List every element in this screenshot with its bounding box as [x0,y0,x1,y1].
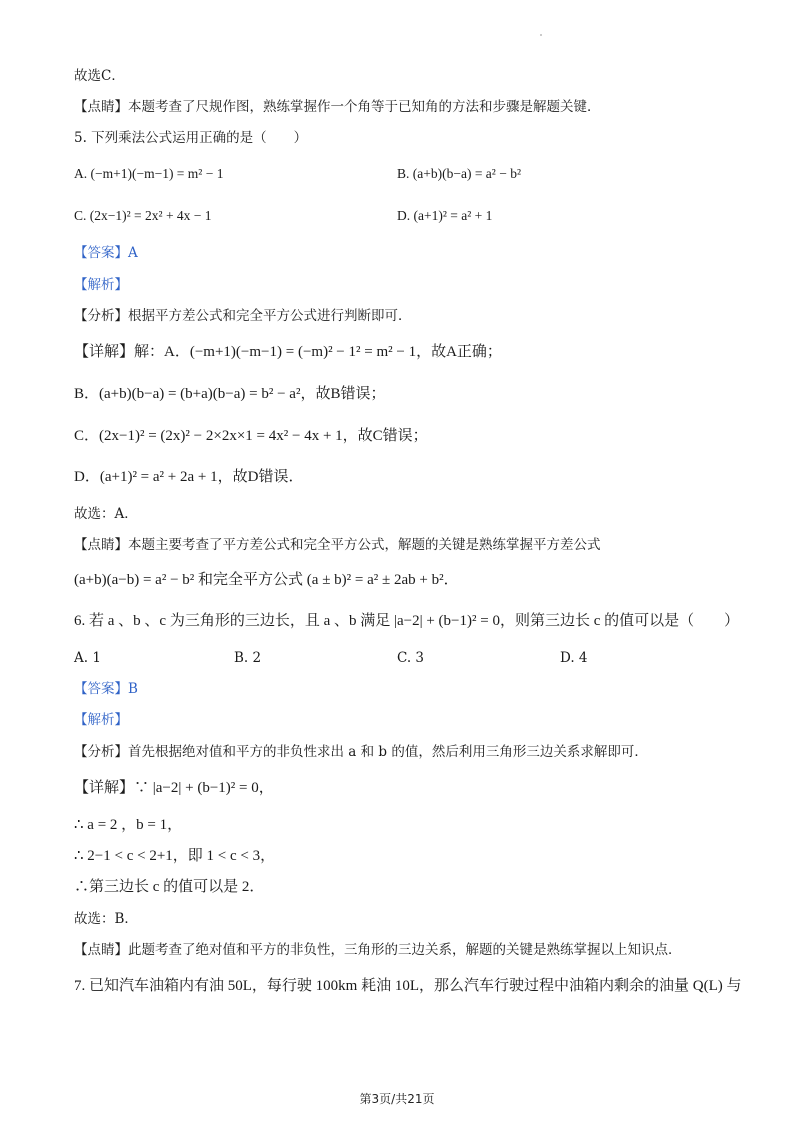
q5-detail-a: 【详解】解：A．(−m+1)(−m−1) = (−m)² − 1² = m² − 1，故A正确； [74,344,502,360]
q6-option-d: D. 4 [560,650,588,666]
q5-comment-2: (a+b)(a−b) = a² − b² 和完全平方公式 (a ± b)² = a² ± 2ab + b²． [74,572,459,588]
q6-choose: 故选：B． [74,911,138,927]
q6-comment: 【点睛】此题考查了绝对值和平方的非负性，三角形的三边关系，解题的关键是熟练掌握以上知识点． [74,942,682,958]
q6-option-a: A. 1 [74,650,101,666]
q5-option-a: A. (−m+1)(−m−1) = m² − 1 [74,166,224,181]
q6-option-b: B. 2 [234,650,262,666]
q6-analysis: 【分析】首先根据绝对值和平方的非负性求出 a 和 b 的值，然后利用三角形三边关系求解即可． [74,744,648,760]
conclusion-text: 故选C． [74,68,125,84]
q5-jiexi-heading: 【解析】 [74,277,128,293]
scan-dot [540,34,542,36]
q5-analysis: 【分析】根据平方差公式和完全平方公式进行判断即可． [74,308,412,324]
q5-detail-c: C．(2x−1)² = (2x)² − 2×2x×1 = 4x² − 4x + 1，故C错误； [74,428,428,444]
q6-detail-4: ∴第三边长 c 的值可以是 2． [74,879,265,895]
q6-option-c: C. 3 [397,650,425,666]
q6-jiexi-heading: 【解析】 [74,712,128,728]
q5-choose: 故选：A． [74,506,138,522]
q5-detail-d: D．(a+1)² = a² + 2a + 1，故D错误． [74,469,304,485]
q5-option-b: B. (a+b)(b−a) = a² − b² [397,166,522,181]
question-5: 5. 下列乘法公式运用正确的是（ ） [74,130,308,146]
page-footer: 第3页/共21页 [359,1092,435,1106]
q5-option-c: C. (2x−1)² = 2x² + 4x − 1 [74,208,212,223]
q6-detail-3: ∴ 2−1 < c < 2+1，即 1 < c < 3， [74,848,276,864]
q6-detail-2: ∴ a = 2 ，b = 1， [74,817,183,833]
q5-comment-1: 【点睛】本题主要考查了平方差公式和完全平方公式，解题的关键是熟练掌握平方差公式 [74,537,601,553]
comment-text: 【点睛】本题考查了尺规作图，熟练掌握作一个角等于已知角的方法和步骤是解题关键． [74,99,601,115]
q5-detail-b: B．(a+b)(b−a) = (b+a)(b−a) = b² − a²，故B错误； [74,386,386,402]
question-7: 7. 已知汽车油箱内有油 50L，每行驶 100km 耗油 10L，那么汽车行驶过程中油箱内剩余的油量 Q(L) 与 [74,978,742,994]
q6-detail-1: 【详解】∵ |a−2| + (b−1)² = 0， [74,780,274,796]
q6-answer: 【答案】B [74,681,138,697]
question-6: 6. 若 a 、b 、c 为三角形的三边长，且 a 、b 满足 |a−2| + (b−1)² = 0，则第三边长 c 的值可以是（ ） [74,613,740,629]
q5-answer: 【答案】A [74,245,138,261]
q5-option-d: D. (a+1)² = a² + 1 [397,208,493,223]
